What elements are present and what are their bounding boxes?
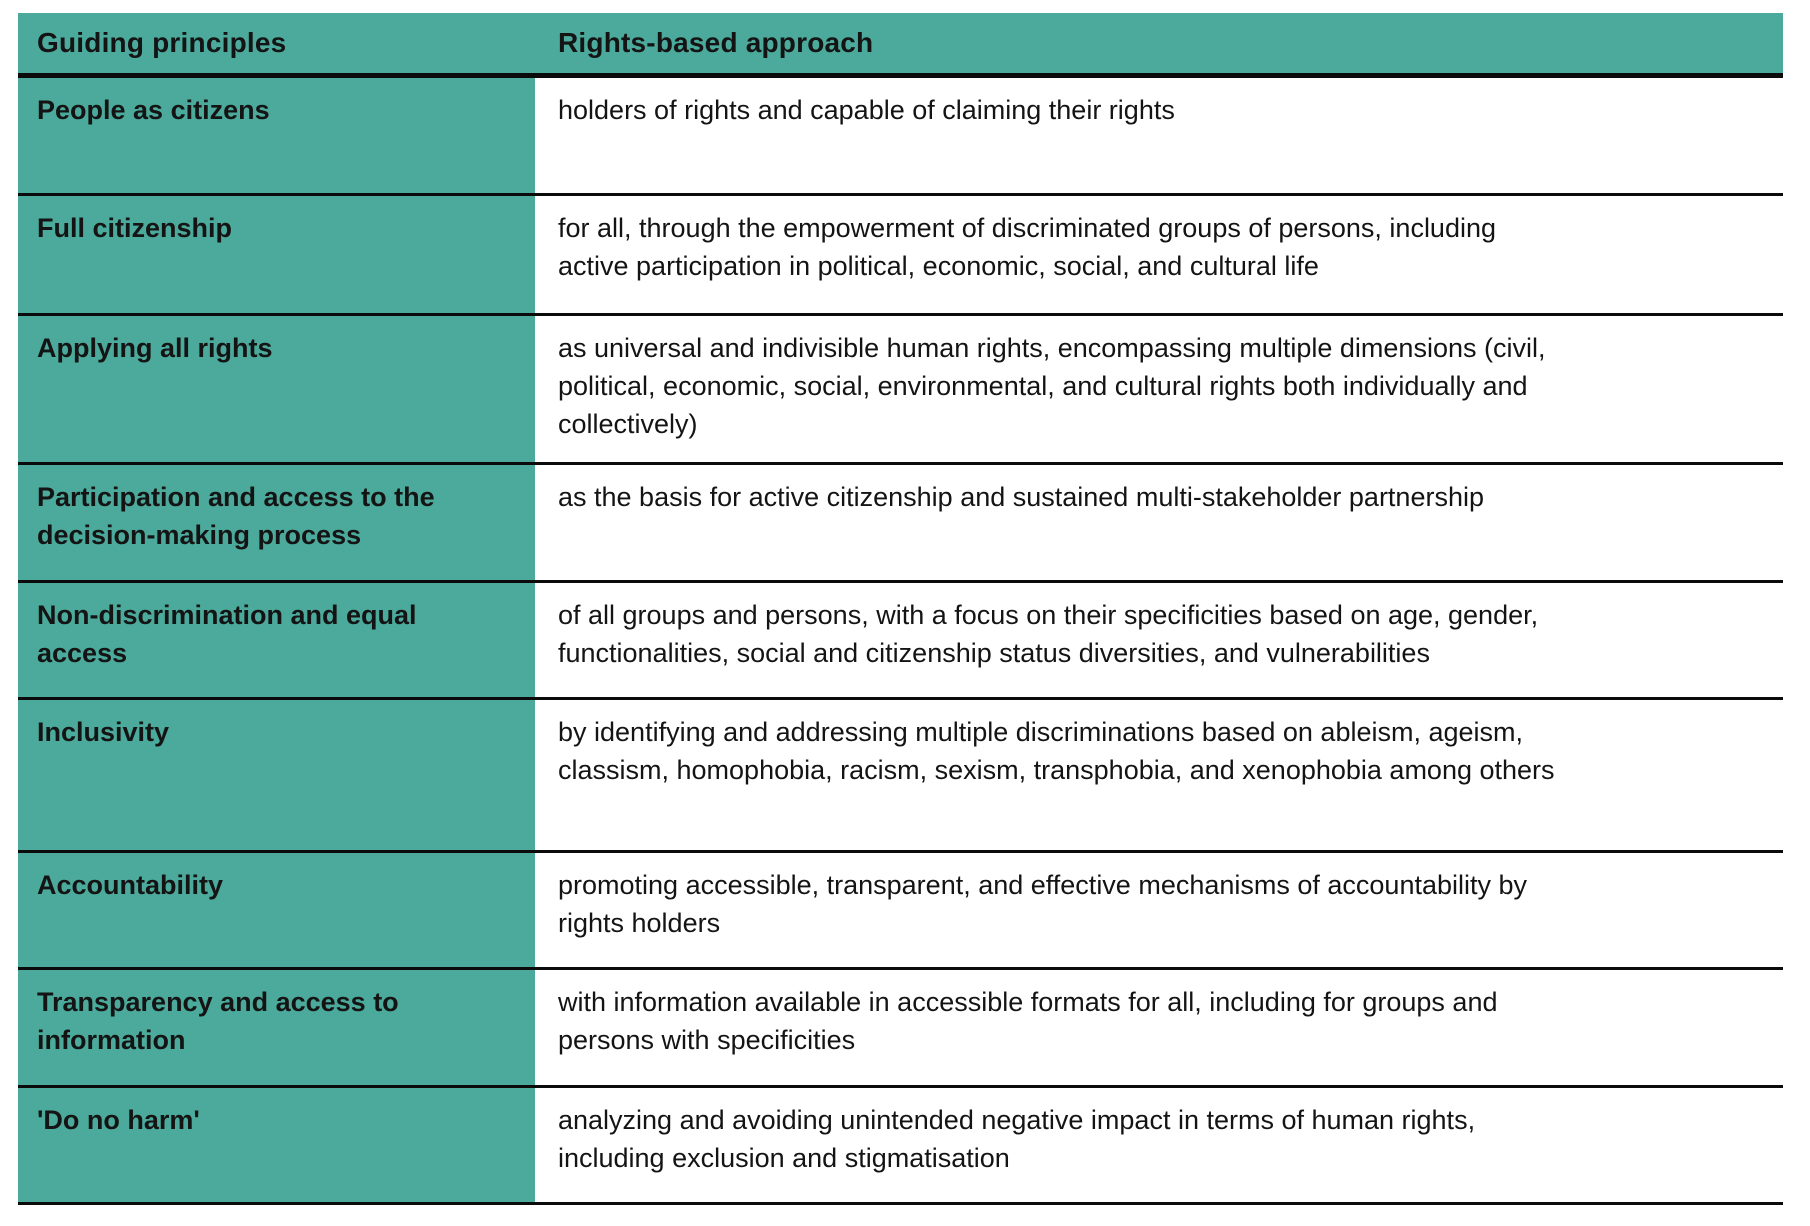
description-cell: [535, 1088, 1783, 1202]
description-text: as the basis for active citizenship and sustained multi-stakeholder partnership: [558, 482, 1484, 512]
table-row-applying-all-rights: [18, 316, 1783, 465]
principle-cell: [18, 465, 535, 580]
description-text: as universal and indivisible human rights, encompassing multiple dimensions (civil, political, economic, social, environmental, and cultural rights both individually and collectively): [558, 333, 1546, 439]
principle-cell: [18, 700, 535, 850]
principle-label: Inclusivity: [37, 717, 170, 747]
description-text: analyzing and avoiding unintended negative impact in terms of human rights, including exclusion and stigmatisation: [558, 1105, 1476, 1173]
description-cell: [535, 700, 1783, 850]
description-cell: [535, 465, 1783, 580]
table-row-people-as-citizens: [18, 78, 1783, 196]
description-text: promoting accessible, transparent, and effective mechanisms of accountability by rights holders: [558, 870, 1528, 938]
description-text: of all groups and persons, with a focus on their specificities based on age, gender, functionalities, social and citizenship status diversities, and vulnerabilities: [558, 600, 1539, 668]
table-header-row: [18, 13, 1783, 78]
description-text: with information available in accessible formats for all, including for groups and persons with specificities: [558, 987, 1498, 1055]
guiding-principles-table: [18, 13, 1783, 1205]
table-row-full-citizenship: [18, 196, 1783, 316]
table-row-transparency: [18, 970, 1783, 1088]
description-text: for all, through the empowerment of discriminated groups of persons, including active participation in political, economic, social, and cultural life: [558, 213, 1496, 281]
principle-cell: [18, 78, 535, 193]
principle-cell: [18, 316, 535, 462]
description-cell: [535, 78, 1783, 193]
table-row-do-no-harm: [18, 1088, 1783, 1205]
principle-label: Participation and access to the decision-making process: [37, 482, 435, 550]
description-cell: [535, 970, 1783, 1085]
principle-cell: [18, 853, 535, 967]
principle-label: Accountability: [37, 870, 224, 900]
table-body: [18, 78, 1783, 1205]
principle-cell: [18, 196, 535, 313]
principle-label: Applying all rights: [37, 333, 273, 363]
header-guiding-principles: Guiding principles: [37, 27, 287, 58]
table-row-accountability: [18, 853, 1783, 970]
description-cell: [535, 196, 1783, 313]
description-text: by identifying and addressing multiple discriminations based on ableism, ageism, classism, homophobia, racism, sexism, transphobia, and xenophobia among others: [558, 717, 1555, 785]
principle-label: People as citizens: [37, 95, 270, 125]
table-row-participation-and-access: [18, 465, 1783, 583]
principle-cell: [18, 583, 535, 697]
principle-label: 'Do no harm': [37, 1105, 200, 1135]
description-cell: [535, 853, 1783, 967]
table-row-inclusivity: [18, 700, 1783, 853]
header-rights-based-approach: Rights-based approach: [558, 27, 874, 58]
table-row-non-discrimination: [18, 583, 1783, 700]
principle-label: Transparency and access to information: [37, 987, 399, 1055]
description-cell: [535, 583, 1783, 697]
principle-label: Full citizenship: [37, 213, 233, 243]
description-cell: [535, 316, 1783, 462]
principle-label: Non-discrimination and equal access: [37, 600, 417, 668]
principle-cell: [18, 970, 535, 1085]
principle-cell: [18, 1088, 535, 1202]
description-text: holders of rights and capable of claiming their rights: [558, 95, 1175, 125]
